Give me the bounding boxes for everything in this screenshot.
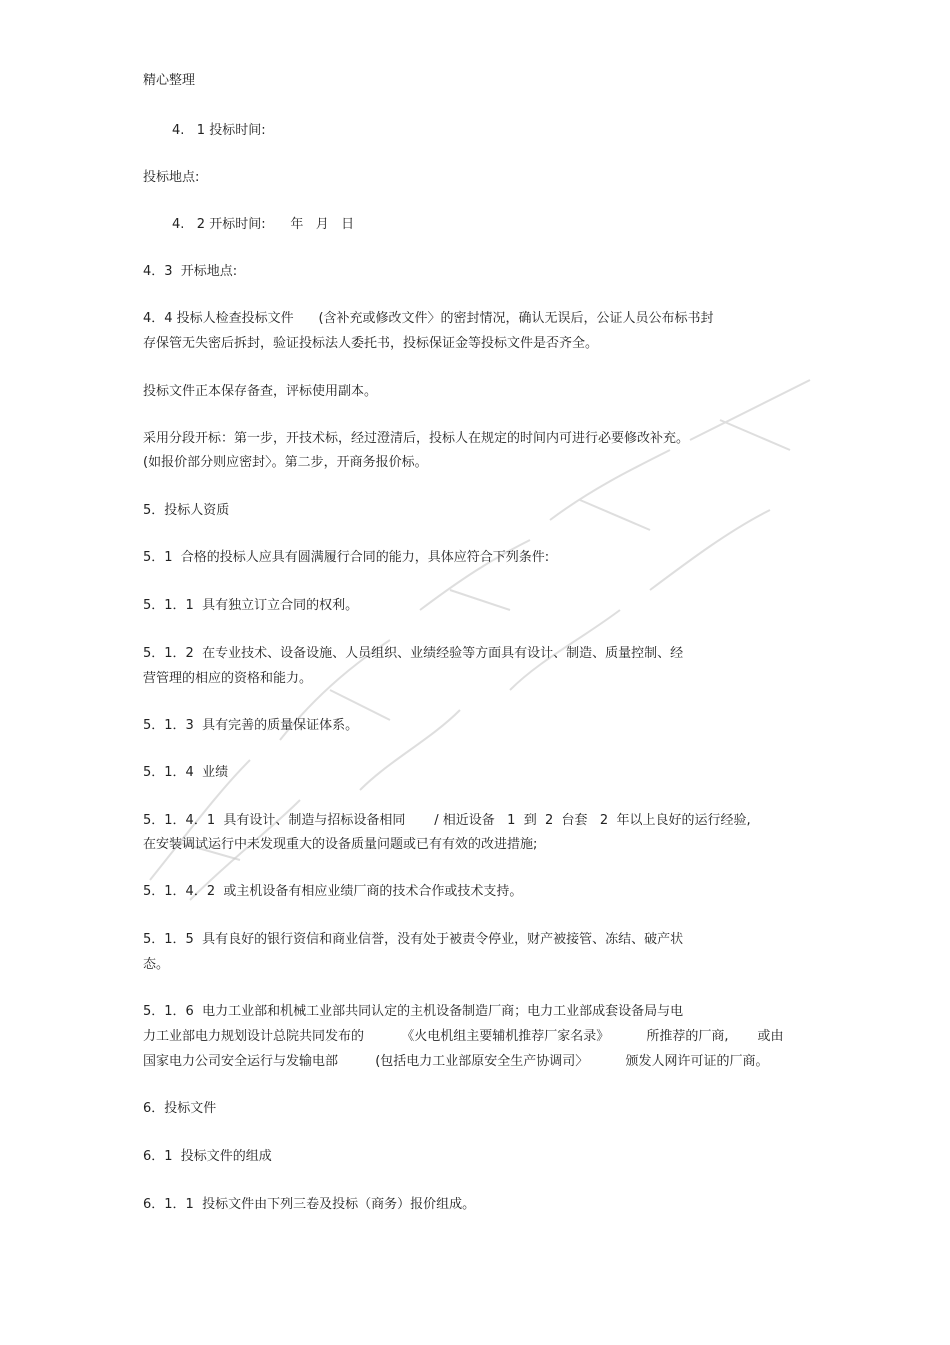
page-header: 精心整理 (143, 73, 196, 88)
text-line: 营管理的相应的资格和能力。 (143, 671, 313, 686)
text-line: 5．1．5 具有良好的银行资信和商业信誉，没有处于被责令停业，财产被接管、冻结、破产状 (143, 932, 684, 947)
text-line: 5．1．3 具有完善的质量保证体系。 (143, 718, 359, 733)
text-line: 5．1．4．1 具有设计、制造与招标设备相同 / 相近设备 1 到 2 台套 2 年以上良好的运行经验, (143, 813, 751, 828)
section-heading: 5．投标人资质 (143, 503, 230, 518)
text-line: 存保管无失密后拆封，验证投标法人委托书，投标保证金等投标文件是否齐全。 (143, 336, 599, 351)
text-line: 5．1．4．2 或主机设备有相应业绩厂商的技术合作或技术支持。 (143, 884, 523, 899)
text-line: 4. 1 投标时间: (172, 123, 266, 138)
text-line: 5．1．1 具有独立订立合同的权利。 (143, 598, 359, 613)
text-line: 5．1 合格的投标人应具有圆满履行合同的能力，具体应符合下列条件: (143, 550, 550, 565)
text-line: 5．1．6 电力工业部和机械工业部共同认定的主机设备制造厂商；电力工业部成套设备局与电 (143, 1004, 684, 1019)
text-line: 投标地点: (143, 170, 200, 185)
text-line: 4. 2 开标时间: 年 月 日 (172, 217, 355, 232)
text-line: 6．1．1 投标文件由下列三卷及投标（商务）报价组成。 (143, 1197, 476, 1212)
text-line: 6．1 投标文件的组成 (143, 1149, 272, 1164)
text-line: 力工业部电力规划设计总院共同发布的 《火电机组主要辅机推荐厂家名录》 所推荐的厂商, 或由 (143, 1029, 784, 1044)
text-line: 投标文件正本保存备查，评标使用副本。 (143, 384, 378, 399)
text-line: 5．1．2 在专业技术、设备设施、人员组织、业绩经验等方面具有设计、制造、质量控制、经 (143, 646, 684, 661)
text-line: 态。 (143, 957, 170, 972)
section-heading: 6．投标文件 (143, 1101, 217, 1116)
text-line: 5．1．4 业绩 (143, 765, 229, 780)
text-line: 采用分段开标：第一步，开技术标，经过澄清后，投标人在规定的时间内可进行必要修改补充。 (143, 431, 690, 446)
text-line: 在安装调试运行中未发现重大的设备质量问题或已有有效的改进措施; (143, 837, 538, 852)
text-line: 4．4 投标人检查投标文件 (含补充或修改文件〉的密封情况，确认无误后，公证人员公布标书封 (143, 311, 714, 326)
text-line: 国家电力公司安全运行与发输电部 (包括电力工业部原安全生产协调司〉 颁发人网许可证的厂商。 (143, 1054, 769, 1069)
text-line: (如报价部分则应密封〉。第二步，开商务报价标。 (143, 455, 428, 470)
text-line: 4．3 开标地点: (143, 264, 238, 279)
